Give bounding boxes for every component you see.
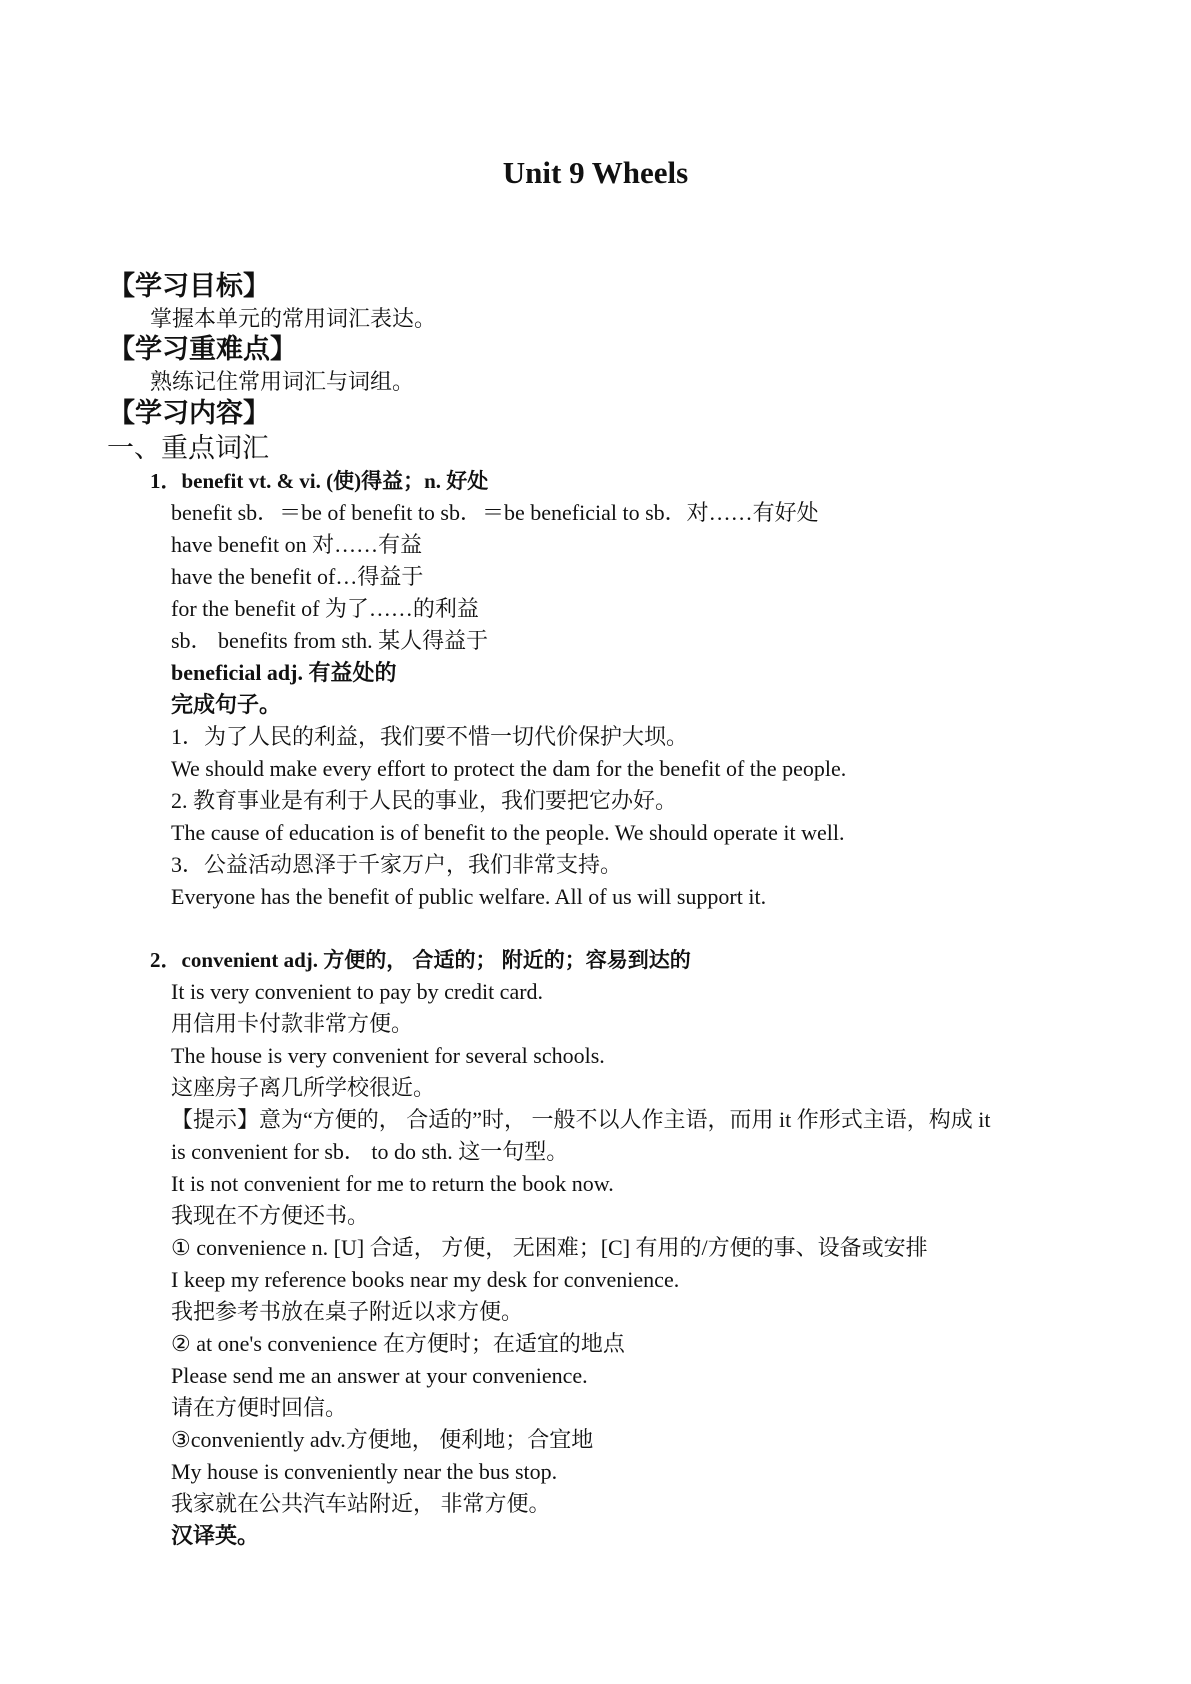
item2-line: The house is very convenient for several schools. (171, 1043, 605, 1068)
item1-exercise: 2. 教育事业是有利于人民的事业，我们要把它办好。 (171, 788, 678, 813)
item2-line: It is not convenient for me to return the book now. (171, 1171, 614, 1196)
goal-text: 掌握本单元的常用词汇表达。 (150, 306, 437, 331)
page-title: Unit 9 Wheels (502, 155, 689, 190)
item2-line: 我把参考书放在桌子附近以求方便。 (171, 1299, 524, 1324)
goal-heading: 【学习目标】 (108, 271, 270, 301)
item2-line: I keep my reference books near my desk for convenience. (171, 1267, 680, 1292)
item1-exercise: The cause of education is of benefit to the people. We should operate it well. (171, 820, 845, 845)
item1-line: have the benefit of…得益于 (171, 564, 424, 589)
item1-line: have benefit on 对……有益 (171, 532, 423, 557)
item2-line: 用信用卡付款非常方便。 (171, 1011, 414, 1036)
key-heading: 【学习重难点】 (108, 334, 297, 364)
item2-line: It is very convenient to pay by credit card. (171, 979, 544, 1004)
item1-exercise: Everyone has the benefit of public welfare. All of us will support it. (171, 884, 767, 909)
item2-line: 我家就在公共汽车站附近， 非常方便。 (171, 1491, 551, 1516)
item2-line: 这座房子离几所学校很近。 (171, 1075, 436, 1100)
vocab-heading: 一、重点词汇 (107, 433, 269, 463)
item1-bold-word: beneficial adj. 有益处的 (171, 660, 397, 685)
item2-heading: 2．convenient adj. 方便的， 合适的； 附近的；容易到达的 (150, 948, 691, 972)
item2-line: 请在方便时回信。 (171, 1395, 348, 1420)
item2-exercise-heading: 汉译英。 (171, 1523, 260, 1548)
key-text: 熟练记住常用词汇与词组。 (150, 369, 415, 394)
item1-exercise: 3．公益活动恩泽于千家万户，我们非常支持。 (171, 852, 623, 877)
item2-line: ① convenience n. [U] 合适， 方便， 无困难；[C] 有用的/方便的事、设备或安排 (171, 1235, 928, 1260)
item1-exercise: 1．为了人民的利益，我们要不惜一切代价保护大坝。 (171, 724, 689, 749)
item2-line: Please send me an answer at your convenience. (171, 1363, 588, 1388)
item2-line: My house is conveniently near the bus stop. (171, 1459, 558, 1484)
item2-tip: is convenient for sb． to do sth. 这一句型。 (171, 1139, 569, 1164)
item2-tip: 【提示】意为“方便的， 合适的”时， 一般不以人作主语，而用 it 作形式主语，构成 it (171, 1107, 991, 1132)
item1-exercise-heading: 完成句子。 (171, 692, 282, 717)
item1-line: for the benefit of 为了……的利益 (171, 596, 479, 621)
content-heading: 【学习内容】 (108, 398, 270, 428)
item2-line: ③conveniently adv.方便地， 便利地；合宜地 (171, 1427, 594, 1452)
item2-line: 我现在不方便还书。 (171, 1203, 370, 1228)
item1-heading: 1．benefit vt. & vi. (使)得益；n. 好处 (150, 469, 489, 493)
item2-line: ② at one's convenience 在方便时；在适宜的地点 (171, 1331, 625, 1356)
item1-exercise: We should make every effort to protect the dam for the benefit of the people. (171, 756, 847, 781)
item1-line: sb． benefits from sth. 某人得益于 (171, 628, 489, 653)
item1-line: benefit sb．＝be of benefit to sb．＝be beneficial to sb．对……有好处 (171, 500, 819, 525)
